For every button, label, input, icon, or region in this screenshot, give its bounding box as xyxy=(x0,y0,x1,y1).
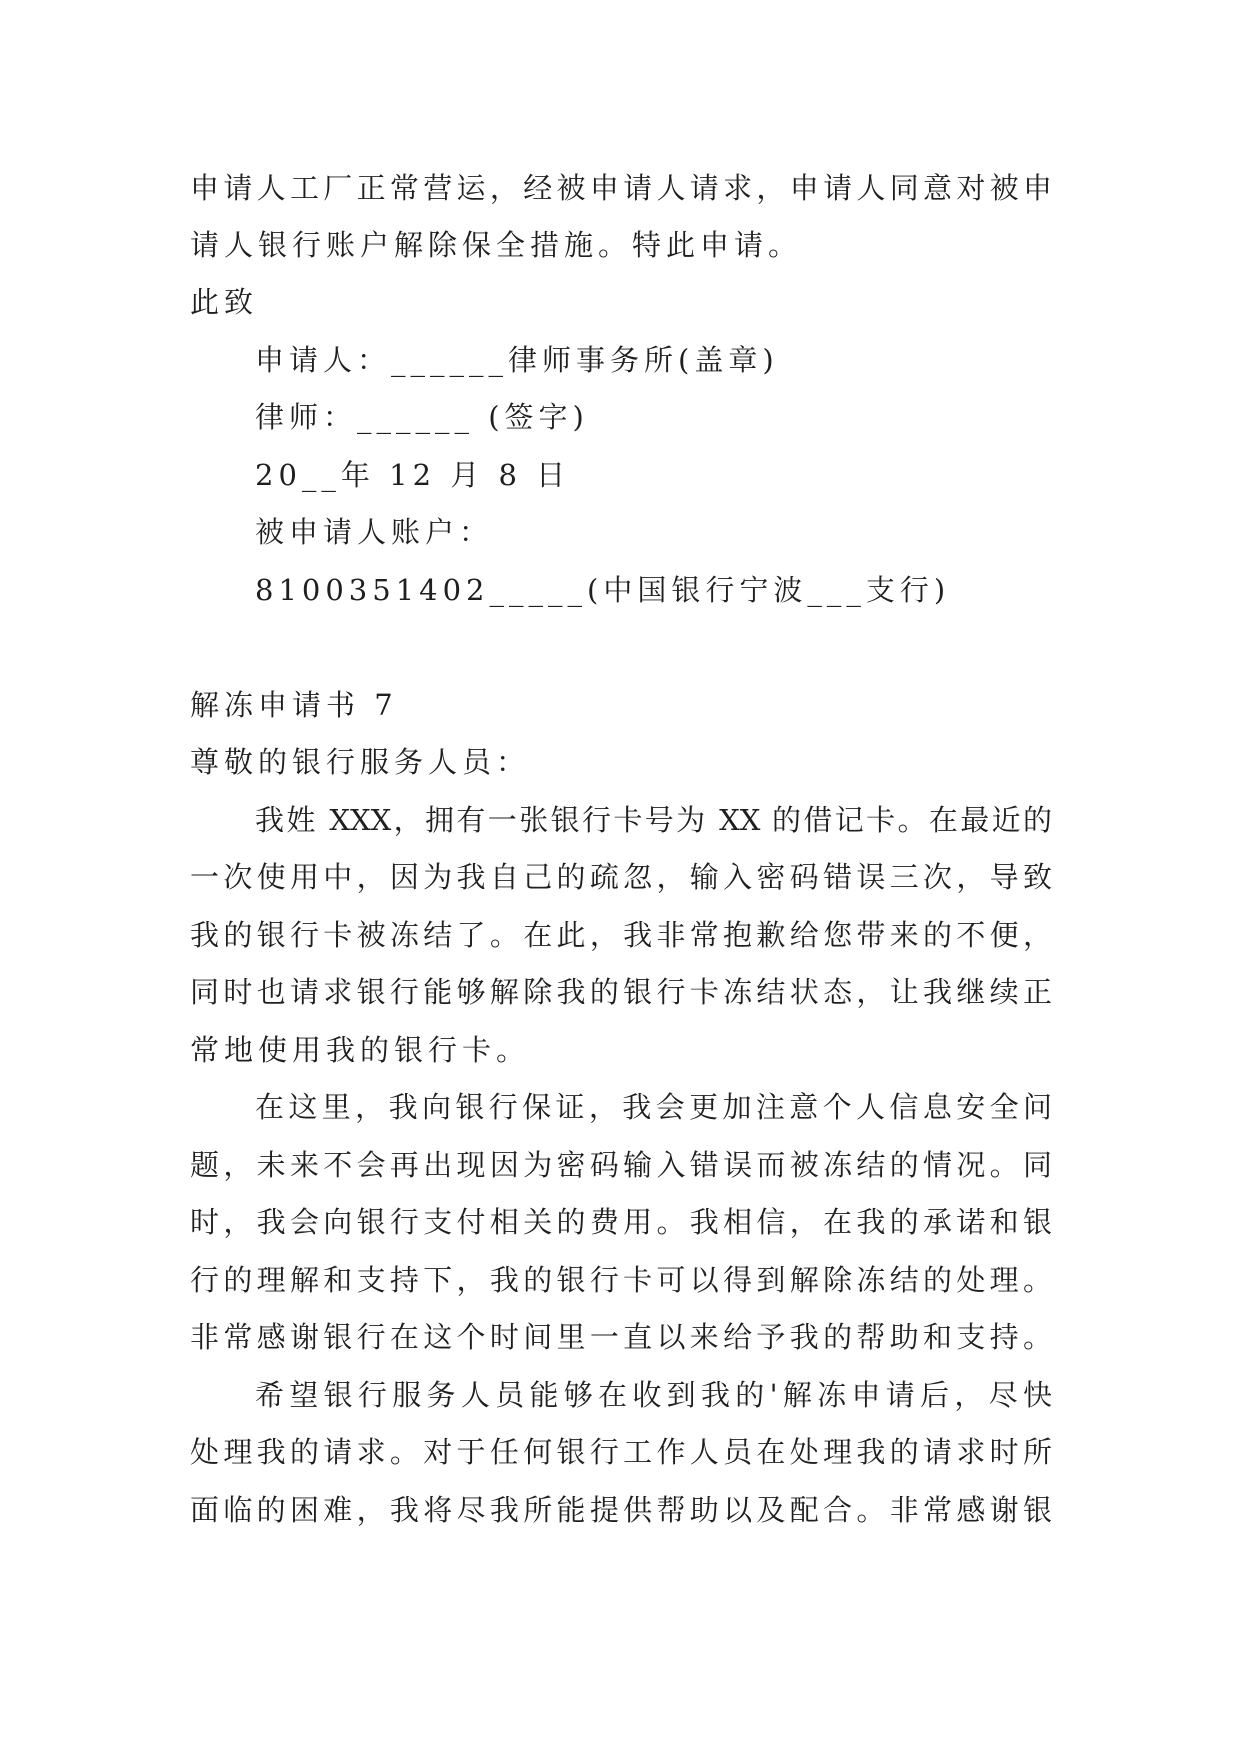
date-line: 20__年 12 月 8 日 xyxy=(255,458,571,492)
paragraph-line: 在这里，我向银行保证，我会更加注意个人信息安全问 xyxy=(255,1090,1052,1124)
account-label: 被申请人账户： xyxy=(255,515,494,549)
paragraph-line: 时，我会向银行支付相关的费用。我相信，在我的承诺和银 xyxy=(190,1205,1052,1239)
paragraph-line: 我姓 XXX，拥有一张银行卡号为 XX 的借记卡。在最近的 xyxy=(255,803,1052,837)
body-line: 请人银行账户解除保全措施。特此申请。 xyxy=(190,228,803,262)
paragraph-line: 我的银行卡被冻结了。在此，我非常抱歉给您带来的不便， xyxy=(190,918,1052,952)
paragraph-line: 同时也请求银行能够解除我的银行卡冻结状态，让我继续正 xyxy=(190,975,1052,1009)
paragraph-line: 希望银行服务人员能够在收到我的'解冻申请后，尽快 xyxy=(255,1378,1052,1412)
paragraph-line: 处理我的请求。对于任何银行工作人员在处理我的请求时所 xyxy=(190,1435,1052,1469)
paragraph-line: 常地使用我的银行卡。 xyxy=(190,1033,531,1067)
paragraph-line: 面临的困难，我将尽我所能提供帮助以及配合。非常感谢银 xyxy=(190,1493,1052,1527)
applicant-signature-line: 申请人：______律师事务所(盖章) xyxy=(255,343,779,377)
account-value: 8100351402_____(中国银行宁波___支行) xyxy=(255,573,951,607)
paragraph-line: 行的理解和支持下，我的银行卡可以得到解除冻结的处理。 xyxy=(190,1263,1052,1297)
closing-salutation: 此致 xyxy=(190,285,259,319)
paragraph-line: 一次使用中，因为我自己的疏忽，输入密码错误三次，导致 xyxy=(190,860,1052,894)
paragraph-line: 题，未来不会再出现因为密码输入错误而被冻结的情况。同 xyxy=(190,1148,1052,1182)
lawyer-signature-line: 律师：______ (签字) xyxy=(255,400,589,434)
letter-salutation: 尊敬的银行服务人员： xyxy=(190,745,531,779)
paragraph-line: 非常感谢银行在这个时间里一直以来给予我的帮助和支持。 xyxy=(190,1320,1052,1354)
body-line: 申请人工厂正常营运，经被申请人请求，申请人同意对被申 xyxy=(190,171,1052,205)
letter-title: 解冻申请书 7 xyxy=(190,688,398,722)
